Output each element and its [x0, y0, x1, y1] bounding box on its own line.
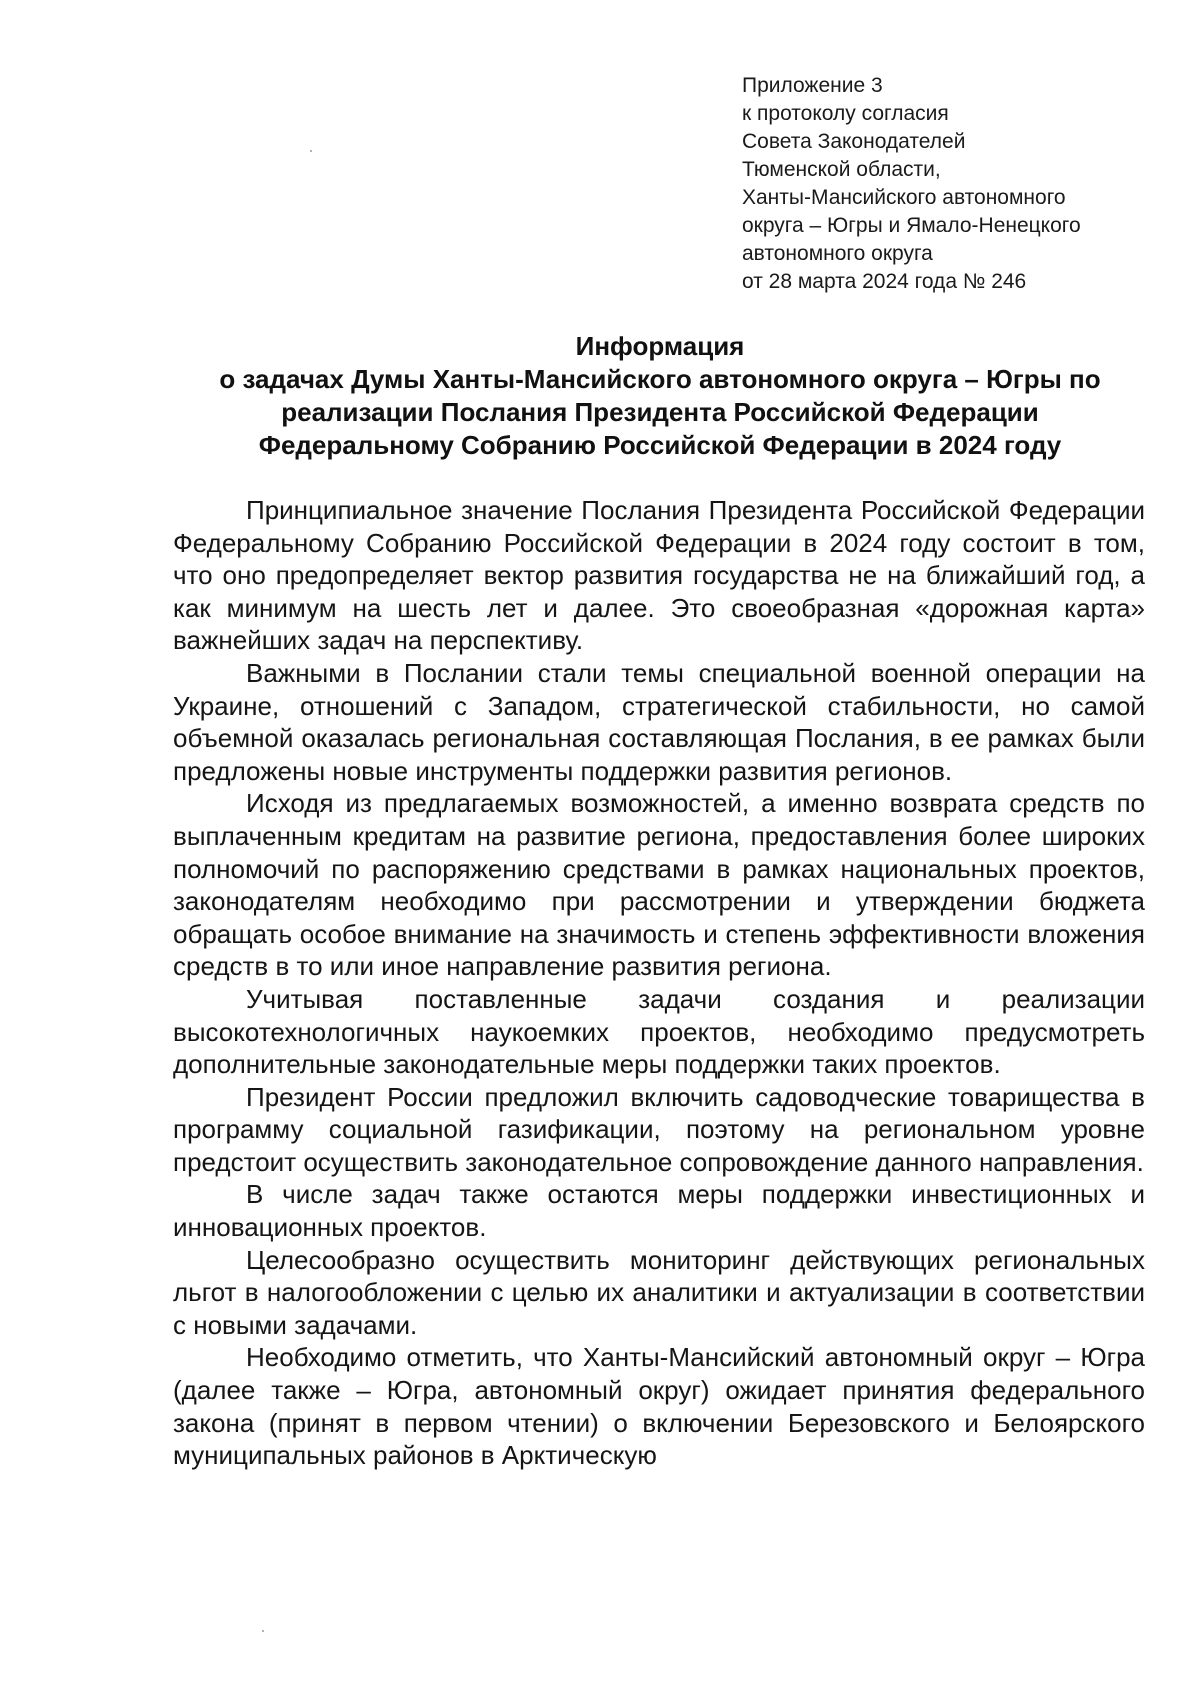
appendix-line: Ханты-Мансийского автономного	[742, 186, 1066, 209]
scan-speck	[310, 150, 312, 152]
body-paragraph: Целесообразно осуществить мониторинг действующих региональных льгот в налогообложении с целью их аналитики и актуализации в соответствии с новыми задачами.	[173, 1244, 1145, 1340]
appendix-line: от 28 марта 2024 года № 246	[742, 270, 1027, 293]
body-paragraph: Президент России предложил включить садоводческие товарищества в программу социальной газификации, поэтому на региональном уровне предстоит осуществить законодательное сопровождение данного направления.	[173, 1081, 1145, 1177]
title-line: Федеральному Собранию Российской Федерации в 2024 году	[258, 430, 1062, 460]
body-paragraph: Исходя из предлагаемых возможностей, а именно возврата средств по выплаченным кредитам на развитие региона, предоставления более широких полномочий по распоряжению средствами в рамках национальных проектов, законодателям необходимо при рассмотрении и утверждении бюджета обращать особое внимание на значимость и степень эффективности вложения средств в то или иное направление развития региона.	[173, 788, 1145, 982]
body-paragraph: В числе задач также остаются меры поддержки инвестиционных и инновационных проектов.	[173, 1179, 1145, 1243]
appendix-line: Приложение 3	[742, 74, 883, 97]
appendix-line: Тюменской области,	[742, 158, 941, 181]
appendix-header	[742, 72, 1162, 296]
title-line: Информация	[575, 331, 745, 361]
title-line: реализации Послания Президента Российской Федерации	[281, 397, 1039, 427]
scan-speck	[262, 1630, 264, 1632]
appendix-line: к протоколу согласия	[742, 102, 949, 125]
title-line: о задачах Думы Ханты-Мансийского автономного округа – Югры по	[219, 364, 1101, 394]
document-body	[173, 494, 1145, 1472]
body-paragraph: Принципиальное значение Послания Президента Российской Федерации Федеральному Собранию Российской Федерации в 2024 году состоит в том, что оно предопределяет вектор развития государства не на ближайший год, а как минимум на шесть лет и далее. Это своеобразная «дорожная карта» важнейших задач на перспективу.	[173, 495, 1145, 656]
appendix-line: автономного округа	[742, 242, 933, 265]
body-paragraph: Необходимо отметить, что Ханты-Мансийский автономный округ – Югра (далее также – Югра, автономный округ) ожидает принятия федерального закона (принят в первом чтении) о включении Березовского и Белоярского муниципальных районов в Арктическую	[173, 1342, 1145, 1471]
appendix-line: Совета Законодателей	[742, 130, 966, 153]
body-paragraph: Важными в Послании стали темы специальной военной операции на Украине, отношений с Западом, стратегической стабильности, но самой объемной оказалась региональная составляющая Послания, в ее рамках были предложены новые инструменты поддержки развития регионов.	[173, 657, 1145, 786]
appendix-line: округа – Югры и Ямало-Ненецкого	[742, 214, 1081, 237]
document-title	[140, 330, 1180, 462]
body-paragraph: Учитывая поставленные задачи создания и реализации высокотехнологичных наукоемких проектов, необходимо предусмотреть дополнительные законодательные меры поддержки таких проектов.	[173, 983, 1145, 1080]
